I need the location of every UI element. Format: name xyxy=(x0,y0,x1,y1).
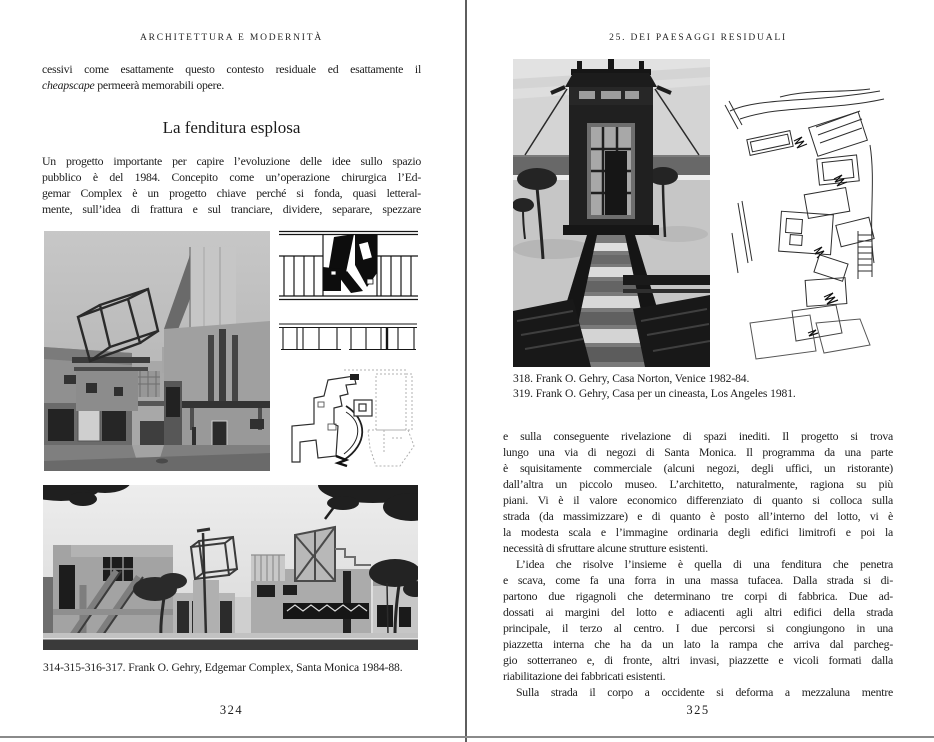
text-line: dossati ai margini del lotto e adiacenti agli altri edifici della strada xyxy=(503,605,893,619)
edgemar-courtyard-photo xyxy=(44,231,270,471)
edgemar-elevation-drawing xyxy=(279,229,418,306)
page-number: 324 xyxy=(219,703,244,717)
text-line: dall’altra un piccolo museo. L’architetto, naturalmente, ragiona su più xyxy=(503,477,893,491)
text-line xyxy=(42,77,421,93)
italic-word: cheapscape xyxy=(42,78,95,92)
text-line: gio sotterraneo e, di fronte, altri invasi, piazzette e vicoli formati dalla xyxy=(503,653,893,667)
text-line: L’idea che risolve l’insieme è quella di una fenditura che penetra xyxy=(516,557,893,571)
caption-line: 319. Frank O. Gehry, Casa per un cineasta, Los Angeles 1981. xyxy=(513,387,796,400)
section-heading: La fenditura esplosa xyxy=(162,118,301,137)
gutter-divider xyxy=(465,0,467,742)
text-line: strada (da massimizzare) e di quanto è posto all’interno del lotto, vi è xyxy=(503,509,893,523)
text-line: e scava, come fa una forra in una massa tufacea. Dalla strada si di- xyxy=(503,573,893,587)
casa-norton-beach-photo xyxy=(513,59,710,367)
edgemar-street-facade-photo xyxy=(43,485,418,650)
text-line: piani. Vi è il valore economico differenziato di quanto si colloca sulla xyxy=(503,493,893,507)
text-line: principale, il terzo al centro. I due percorsi si congiungono in una xyxy=(503,621,893,635)
running-head-right: 25. DEI PAESAGGI RESIDUALI xyxy=(609,33,787,43)
figure-captions xyxy=(513,371,893,401)
paragraph-progetto xyxy=(42,153,421,217)
edgemar-site-plan-drawing xyxy=(288,368,415,473)
page-left xyxy=(0,0,466,742)
text-line: gemar Complex è un progetto chiave perché si fonda, quasi letteral- xyxy=(42,186,421,200)
text-line: piazzetta interna che ha da un lato la rampa che arriva dal parcheg- xyxy=(503,637,893,651)
paragraph-fenditura xyxy=(503,556,893,684)
figure-caption: 314-315-316-317. Frank O. Gehry, Edgemar Complex, Santa Monica 1984-88. xyxy=(43,661,403,674)
paragraph-intro xyxy=(42,61,421,93)
text-line: necessità di sfruttare alcune strutture esistenti. xyxy=(503,541,709,555)
casa-cineasta-sketch-drawing xyxy=(720,83,887,360)
running-head-left: ARCHITETTURA E MODERNITÀ xyxy=(139,33,324,43)
edgemar-elevation-strip-drawing xyxy=(279,322,417,352)
right-body-text xyxy=(503,428,893,700)
text-line: lungo una via di negozi di Santa Monica. Il programma da una parte xyxy=(503,445,893,459)
bottom-rule xyxy=(0,736,934,738)
text-line: la modesta scala e l’immagine ordinaria degli edifici limitrofi e poi la xyxy=(503,525,893,539)
text-line: e sulla conseguente rivelazione di spazi inediti. Il progetto si trova xyxy=(503,429,893,443)
text-line: mente, sull’idea di frattura e sul tranciare, dividere, separare, spezzare xyxy=(42,202,421,216)
text-line: è squisitamente commerciale (alcuni negozi, degli uffici, un ristorante) xyxy=(503,461,893,475)
caption-line: 318. Frank O. Gehry, Casa Norton, Venice 1982-84. xyxy=(513,372,750,385)
text-line: cessivi come esattamente questo contesto residuale ed esattamente il xyxy=(42,62,421,76)
text-line: partono due rigagnoli che determinano tre corpi di fabbrica. Due ad- xyxy=(503,589,893,603)
paragraph-programma xyxy=(503,428,893,556)
text-line: Un progetto importante per capire l’evoluzione delle idee sullo spazio xyxy=(42,154,421,168)
text-span: permeerà memorabili opere. xyxy=(94,78,225,92)
text-line: pubblico è del 1984. Concepito come un’operazione chirurgica l’Ed- xyxy=(42,170,421,184)
page-number: 325 xyxy=(686,703,710,717)
paragraph-mezzaluna xyxy=(503,684,893,700)
text-line: Sulla strada il corpo a occidente si deforma a mezzaluna mentre xyxy=(516,685,893,699)
text-line: riabilitazione dei fabbricati esistenti. xyxy=(503,669,666,683)
page-right xyxy=(468,0,934,742)
